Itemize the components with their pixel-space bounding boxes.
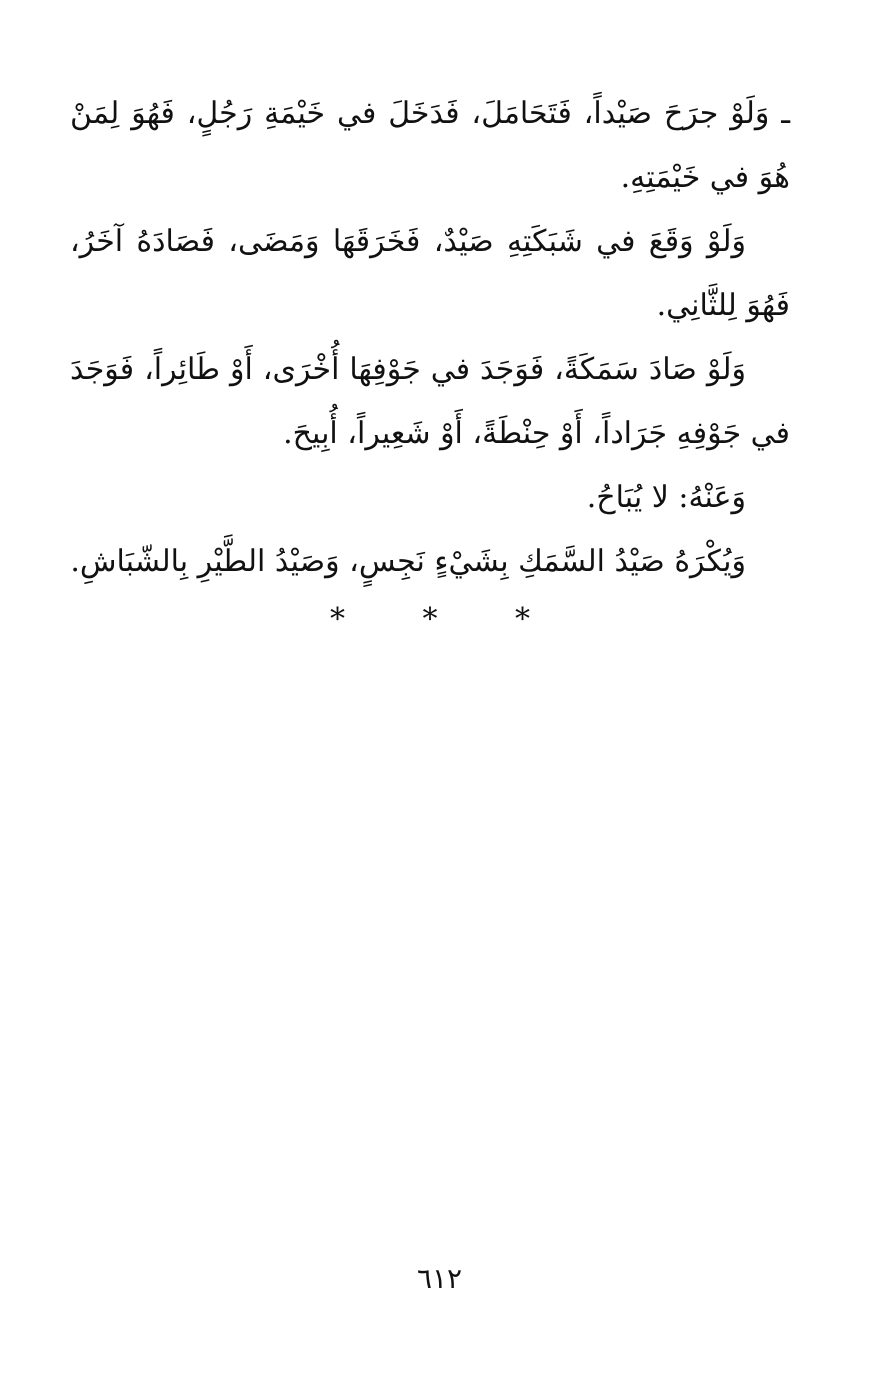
paragraph-4: وَعَنْهُ: لا يُبَاحُ. [586, 480, 746, 515]
paragraph-1: ـ وَلَوْ جرَحَ صَيْداً، فَتَحَامَلَ، فَدَخَلَ في خَيْمَةِ رَجُلٍ، فَهُوَ لِمَنْ هُوَ في خَيْمَتِهِ. [70, 96, 790, 195]
paragraph-3: وَلَوْ صَادَ سَمَكَةً، فَوَجَدَ في جَوْفِهَا أُخْرَى، أَوْ طَائِراً، فَوَجَدَ في جَوْفِهِ جَرَاداً، أَوْ حِنْطَةً، أَوْ شَعِيراً، أُبِيحَ. [70, 352, 790, 451]
section-separator: * * * [329, 602, 565, 637]
paragraph-5: وَيُكْرَهُ صَيْدُ السَّمَكِ بِشَيْءٍ نَجِسٍ، وَصَيْدُ الطَّيْرِ بِالشّبَاشِ. [70, 544, 746, 579]
page-number: ٦١٢ [416, 1262, 463, 1295]
paragraph-2: وَلَوْ وَقَعَ في شَبَكَتِهِ صَيْدٌ، فَخَرَقَهَا وَمَضَى، فَصَادَهُ آخَرُ، فَهُوَ لِلثَّانِي. [70, 224, 790, 323]
page-body [70, 82, 790, 637]
